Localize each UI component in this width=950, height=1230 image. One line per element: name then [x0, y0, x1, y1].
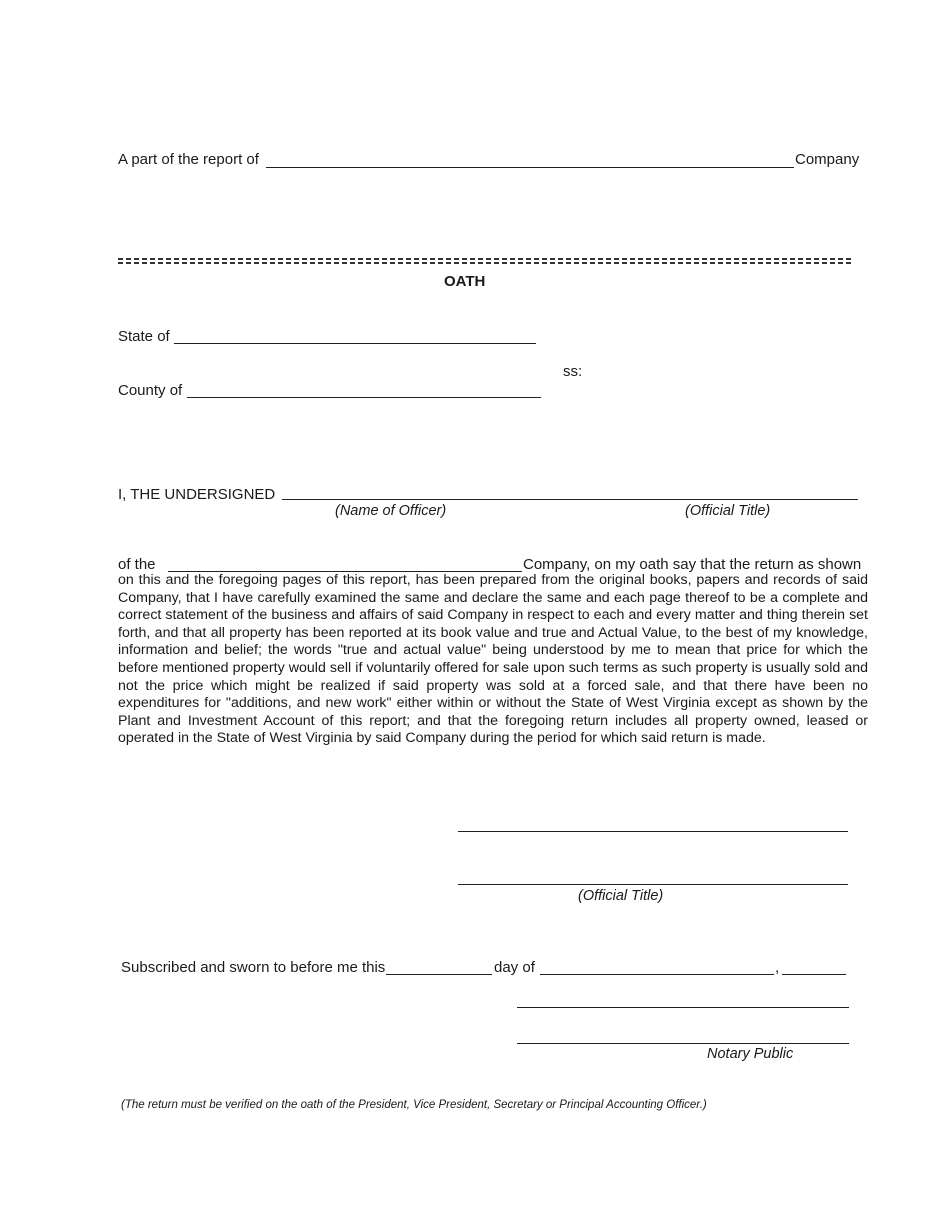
sworn-year-field[interactable] — [782, 974, 846, 975]
company-name-field[interactable] — [266, 167, 794, 168]
sworn-label: Subscribed and sworn to before me this — [121, 959, 386, 976]
officer-signature-line[interactable] — [458, 831, 848, 832]
sworn-month-field[interactable] — [540, 974, 774, 975]
state-label: State of — [118, 328, 170, 345]
double-rule-separator — [118, 258, 854, 265]
notary-signature-line[interactable] — [517, 1007, 849, 1008]
notary-public-caption: Notary Public — [707, 1046, 794, 1062]
sworn-comma: , — [775, 959, 780, 976]
sworn-day-field[interactable] — [386, 974, 492, 975]
official-title-caption: (Official Title) — [685, 503, 771, 519]
state-field[interactable] — [174, 343, 536, 344]
official-title-line[interactable] — [458, 884, 848, 885]
report-of-label: A part of the report of — [118, 151, 259, 168]
verification-footnote: (The return must be verified on the oath of the President, Vice President, Secretary or Principal Accounting Officer.) — [121, 1099, 707, 1111]
notary-seal-line[interactable] — [517, 1043, 849, 1044]
officer-name-title-field[interactable] — [282, 499, 858, 500]
of-the-label: of the — [118, 556, 156, 573]
county-field[interactable] — [187, 397, 541, 398]
ss-label: ss: — [563, 363, 583, 380]
name-of-officer-caption: (Name of Officer) — [335, 503, 447, 519]
company-oath-text: Company, on my oath say that the return as shown — [523, 556, 862, 573]
oath-title: OATH — [444, 273, 486, 290]
day-of-label: day of — [494, 959, 535, 976]
undersigned-label: I, THE UNDERSIGNED — [118, 486, 276, 503]
signature-title-caption: (Official Title) — [578, 888, 664, 904]
oath-statement-body: on this and the foregoing pages of this report, has been prepared from the original books, papers and records of said Company, that I have carefully examined the same and declare the same and each page thereof to be a complete and correct statement of the business and affairs of said Company in respect to each and every matter and thing therein set forth, and that all property has been reported at its book value and true and Actual Value, to the best of my knowledge, information and belief; the words "true and actual value" being understood by me to mean that price for which the before mentioned property would sell if voluntarily offered for sale upon such terms as such property is usually sold and not the price which might be realized if said property was sold at a forced sale, and that there have been no expenditures for "additions, and new work" either within or without the State of West Virginia except as shown by the Plant and Investment Account of this report; and that the foregoing return includes all property owned, leased or operated in the State of West Virginia by said Company during the period for which said return is made. — [118, 572, 868, 747]
county-label: County of — [118, 382, 183, 399]
company-suffix-label: Company — [795, 151, 860, 168]
